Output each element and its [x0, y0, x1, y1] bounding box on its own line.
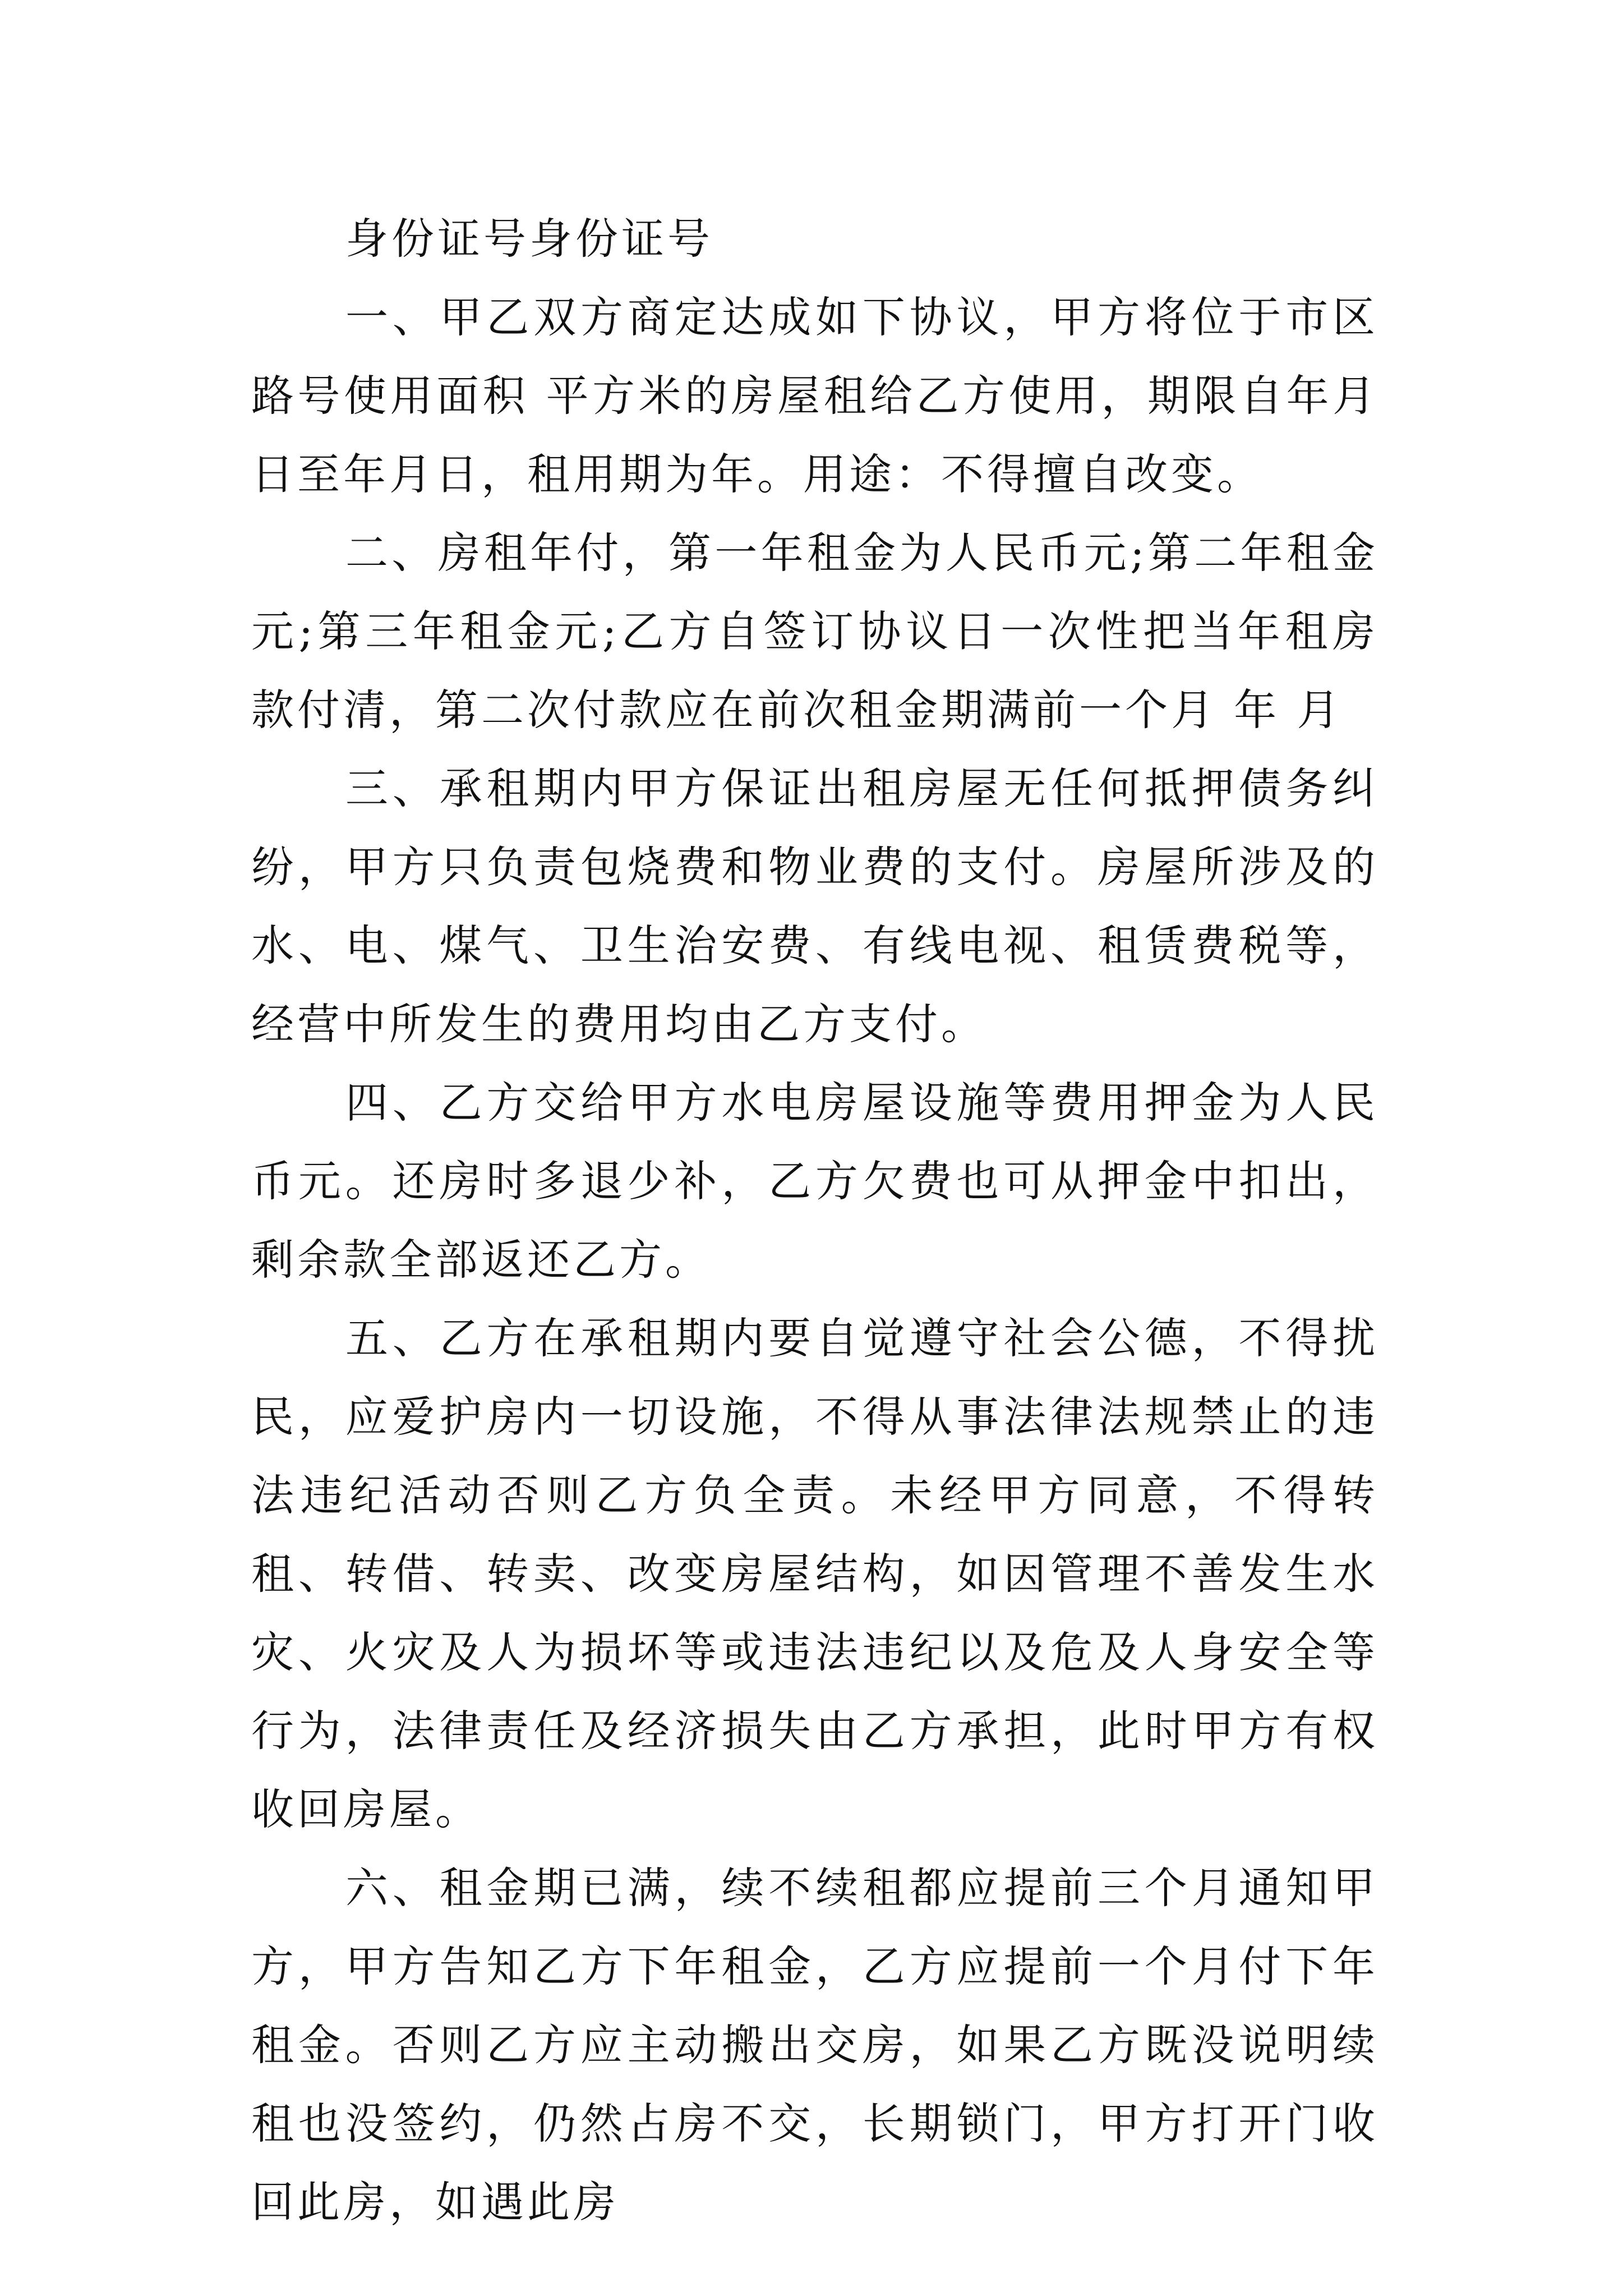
paragraph-clause-6: 六、租金期已满，续不续租都应提前三个月通知甲方，甲方告知乙方下年租金，乙方应提前一个月付下年租金。否则乙方应主动搬出交房，如果乙方既没说明续租也没签约，仍然占房不交，长期锁门，甲方打开门收回此房，如遇此房 — [251, 1863, 1378, 2227]
paragraph-clause-5: 五、乙方在承租期内要自觉遵守社会公德，不得扰民，应爱护房内一切设施，不得从事法律法规禁止的违法违纪活动否则乙方负全责。未经甲方同意，不得转租、转借、转卖、改变房屋结构，如因管理不善发生水灾、火灾及人为损坏等或违法违纪以及危及人身安全等行为，法律责任及经济损失由乙方承担，此时甲方有权收回房屋。 — [251, 1313, 1378, 1834]
paragraph-clause-4: 四、乙方交给甲方水电房屋设施等费用押金为人民币元。还房时多退少补，乙方欠费也可从押金中扣出，剩余款全部返还乙方。 — [251, 1078, 1378, 1285]
document-body — [251, 200, 1378, 2242]
paragraph-clause-1: 一、甲乙双方商定达成如下协议，甲方将位于市区 路号使用面积 平方米的房屋租给乙方使用，期限自年月日至年月日，租用期为年。用途：不得擅自改变。 — [251, 292, 1378, 499]
paragraph-clause-3: 三、承租期内甲方保证出租房屋无任何抵押债务纠纷，甲方只负责包烧费和物业费的支付。房屋所涉及的水、电、煤气、卫生治安费、有线电视、租赁费税等，经营中所发生的费用均由乙方支付。 — [251, 763, 1378, 1049]
paragraph-id-numbers: 身份证号身份证号 — [345, 214, 713, 264]
paragraph-clause-2: 二、房租年付，第一年租金为人民币元;第二年租金元;第三年租金元;乙方自签订协议日一次性把当年租房款付清，第二次付款应在前次租金期满前一个月 年 月 — [251, 528, 1378, 735]
